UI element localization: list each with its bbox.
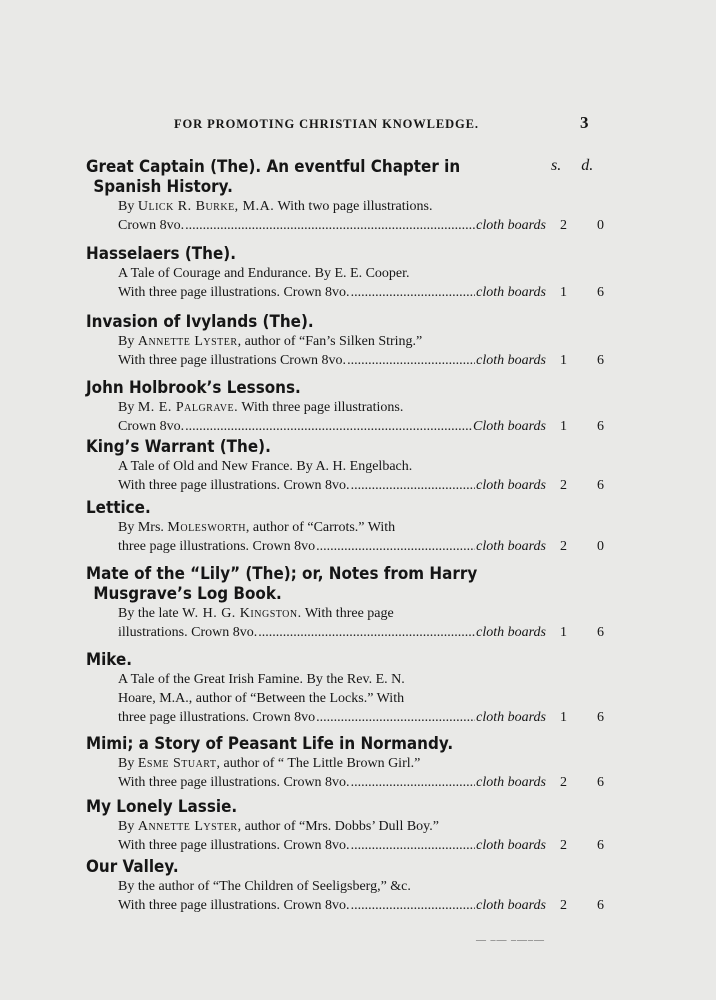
price-pence: 6	[597, 353, 604, 368]
price-shillings: 2	[560, 775, 567, 790]
entry-title: John Holbrook’s Lessons.	[86, 378, 301, 397]
binding-type: cloth boards	[476, 218, 546, 233]
catalogue-entry	[86, 564, 606, 642]
binding-type: cloth boards	[476, 898, 546, 913]
description-line-2: Hoare, M.A., author of “Between the Locks.” With	[118, 691, 405, 706]
entry-title: Lettice.	[86, 498, 151, 517]
price-shillings: 1	[560, 625, 567, 640]
dot-leader	[316, 708, 475, 727]
author-prefix: By	[118, 819, 138, 834]
price-pence: 0	[597, 218, 604, 233]
description-line: By the author of “The Children of Seeligsberg,” &c.	[118, 879, 411, 894]
price	[560, 537, 606, 556]
entry-title-continued: Musgrave’s Log Book.	[93, 584, 282, 603]
author-name: W. H. G. Kingston.	[182, 606, 302, 621]
format-detail: With three page illustrations. Crown 8vo.	[118, 775, 350, 790]
author-line	[86, 197, 606, 216]
dot-leader	[351, 476, 476, 495]
format-detail: three page illustrations. Crown 8vo	[118, 539, 316, 554]
dot-leader	[351, 773, 476, 792]
price-shillings: 1	[560, 419, 567, 434]
dot-leader	[351, 836, 476, 855]
price-line	[86, 623, 606, 642]
author-prefix: By	[118, 756, 138, 771]
description-line: A Tale of the Great Irish Famine. By the Rev. E. N.	[118, 672, 405, 687]
entry-title: Mate of the “Lily” (The); or, Notes from Harry	[86, 564, 478, 583]
binding-type: cloth boards	[476, 710, 546, 725]
footer-ornament: — –— –—–—	[476, 935, 545, 946]
author-name: Esme Stuart	[137, 756, 217, 771]
page-number: 3	[580, 113, 589, 132]
price-pence: 0	[597, 539, 604, 554]
price-shillings: 2	[560, 539, 567, 554]
dot-leader	[185, 216, 475, 235]
binding-type: cloth boards	[476, 353, 546, 368]
price	[560, 351, 606, 370]
binding-type: cloth boards	[476, 775, 546, 790]
author-name: Ulick R. Burke, M.A.	[137, 199, 275, 214]
price-pence: 6	[597, 710, 604, 725]
catalogue-entry	[86, 650, 606, 727]
binding-type: Cloth boards	[473, 419, 546, 434]
entry-title: Hasselaers (The).	[86, 244, 236, 263]
price	[560, 623, 606, 642]
price	[560, 773, 606, 792]
catalogue-entry	[86, 378, 606, 436]
price-pence: 6	[597, 775, 604, 790]
catalogue-entry	[86, 244, 606, 302]
entry-title-continued: Spanish History.	[93, 177, 233, 196]
catalogue-entry	[86, 157, 606, 235]
author-line-rest: , author of “Fan’s Silken String.”	[237, 334, 423, 349]
author-line-rest: With two page illustrations.	[274, 199, 433, 214]
binding-type: cloth boards	[476, 478, 546, 493]
author-line-rest: , author of “Mrs. Dobbs’ Dull Boy.”	[237, 819, 439, 834]
dot-leader	[351, 283, 476, 302]
author-line	[86, 518, 606, 537]
author-line	[86, 332, 606, 351]
price	[560, 216, 606, 235]
description-line: A Tale of Old and New France. By A. H. Engelbach.	[118, 459, 413, 474]
price	[560, 836, 606, 855]
author-prefix: By	[118, 199, 138, 214]
entry-title: Mike.	[86, 650, 133, 669]
author-line	[86, 817, 606, 836]
price-shillings: 2	[560, 478, 567, 493]
catalogue-entry	[86, 437, 606, 495]
price-pence: 6	[597, 478, 604, 493]
price-line	[86, 537, 606, 556]
dot-leader	[347, 351, 475, 370]
price-shillings: 1	[560, 353, 567, 368]
entry-title: Invasion of Ivylands (The).	[86, 312, 314, 331]
price-shillings: 1	[560, 285, 567, 300]
price-line	[86, 216, 606, 235]
description-line: A Tale of Courage and Endurance. By E. E. Cooper.	[118, 266, 410, 281]
dot-leader	[316, 537, 475, 556]
author-prefix: By the late	[118, 606, 183, 621]
format-detail: three page illustrations. Crown 8vo	[118, 710, 316, 725]
author-name: Annette Lyster	[137, 819, 238, 834]
format-detail: With three page illustrations. Crown 8vo.	[118, 285, 350, 300]
price-line	[86, 836, 606, 855]
format-detail: With three page illustrations. Crown 8vo.	[118, 898, 350, 913]
price	[560, 283, 606, 302]
binding-type: cloth boards	[476, 539, 546, 554]
format-detail: With three page illustrations Crown 8vo.	[118, 353, 347, 368]
price-shillings: 2	[560, 838, 567, 853]
catalogue-entry	[86, 498, 606, 556]
price-pence: 6	[597, 419, 604, 434]
entry-title: Mimi; a Story of Peasant Life in Normandy.	[86, 734, 454, 753]
author-line	[86, 398, 606, 417]
author-prefix: By	[118, 400, 138, 415]
author-name: Annette Lyster	[137, 334, 238, 349]
price-shillings: 2	[560, 898, 567, 913]
author-line-rest: With three page illustrations.	[238, 400, 404, 415]
author-line-rest: With three page	[301, 606, 394, 621]
price-line	[86, 773, 606, 792]
price-pence: 6	[597, 838, 604, 853]
entry-title: Our Valley.	[86, 857, 179, 876]
catalogue-entry	[86, 312, 606, 370]
price	[560, 896, 606, 915]
format-detail: illustrations. Crown 8vo.	[118, 625, 258, 640]
price-line	[86, 283, 606, 302]
currency-header: s. d.	[551, 157, 594, 174]
price-shillings: 2	[560, 218, 567, 233]
binding-type: cloth boards	[476, 625, 546, 640]
price	[560, 476, 606, 495]
price	[560, 708, 606, 727]
price-line	[86, 417, 606, 436]
price-line	[86, 896, 606, 915]
author-prefix: By Mrs.	[118, 520, 168, 535]
format-detail: With three page illustrations. Crown 8vo.	[118, 838, 350, 853]
entry-title: King’s Warrant (The).	[86, 437, 271, 456]
format-detail: Crown 8vo.	[118, 218, 185, 233]
author-line	[86, 604, 606, 623]
price-shillings: 1	[560, 710, 567, 725]
price-pence: 6	[597, 285, 604, 300]
dot-leader	[351, 896, 476, 915]
catalogue-entry	[86, 734, 606, 792]
price-pence: 6	[597, 625, 604, 640]
price-line	[86, 476, 606, 495]
author-prefix: By	[118, 334, 138, 349]
author-name: Molesworth	[167, 520, 246, 535]
format-detail: Crown 8vo.	[118, 419, 185, 434]
catalogue-entry	[86, 857, 606, 915]
dot-leader	[258, 623, 475, 642]
entry-title: Great Captain (The). An eventful Chapter in	[86, 157, 461, 176]
author-line	[86, 754, 606, 773]
binding-type: cloth boards	[476, 838, 546, 853]
price-line	[86, 351, 606, 370]
binding-type: cloth boards	[476, 285, 546, 300]
dot-leader	[185, 417, 472, 436]
author-name: M. E. Palgrave.	[137, 400, 239, 415]
catalogue-entry	[86, 797, 606, 855]
price	[560, 417, 606, 436]
running-head: FOR PROMOTING CHRISTIAN KNOWLEDGE.	[174, 117, 479, 131]
author-line-rest: , author of “ The Little Brown Girl.”	[216, 756, 421, 771]
entry-title: My Lonely Lassie.	[86, 797, 238, 816]
price-line	[86, 708, 606, 727]
author-line-rest: , author of “Carrots.” With	[245, 520, 396, 535]
price-pence: 6	[597, 898, 604, 913]
format-detail: With three page illustrations. Crown 8vo.	[118, 478, 350, 493]
